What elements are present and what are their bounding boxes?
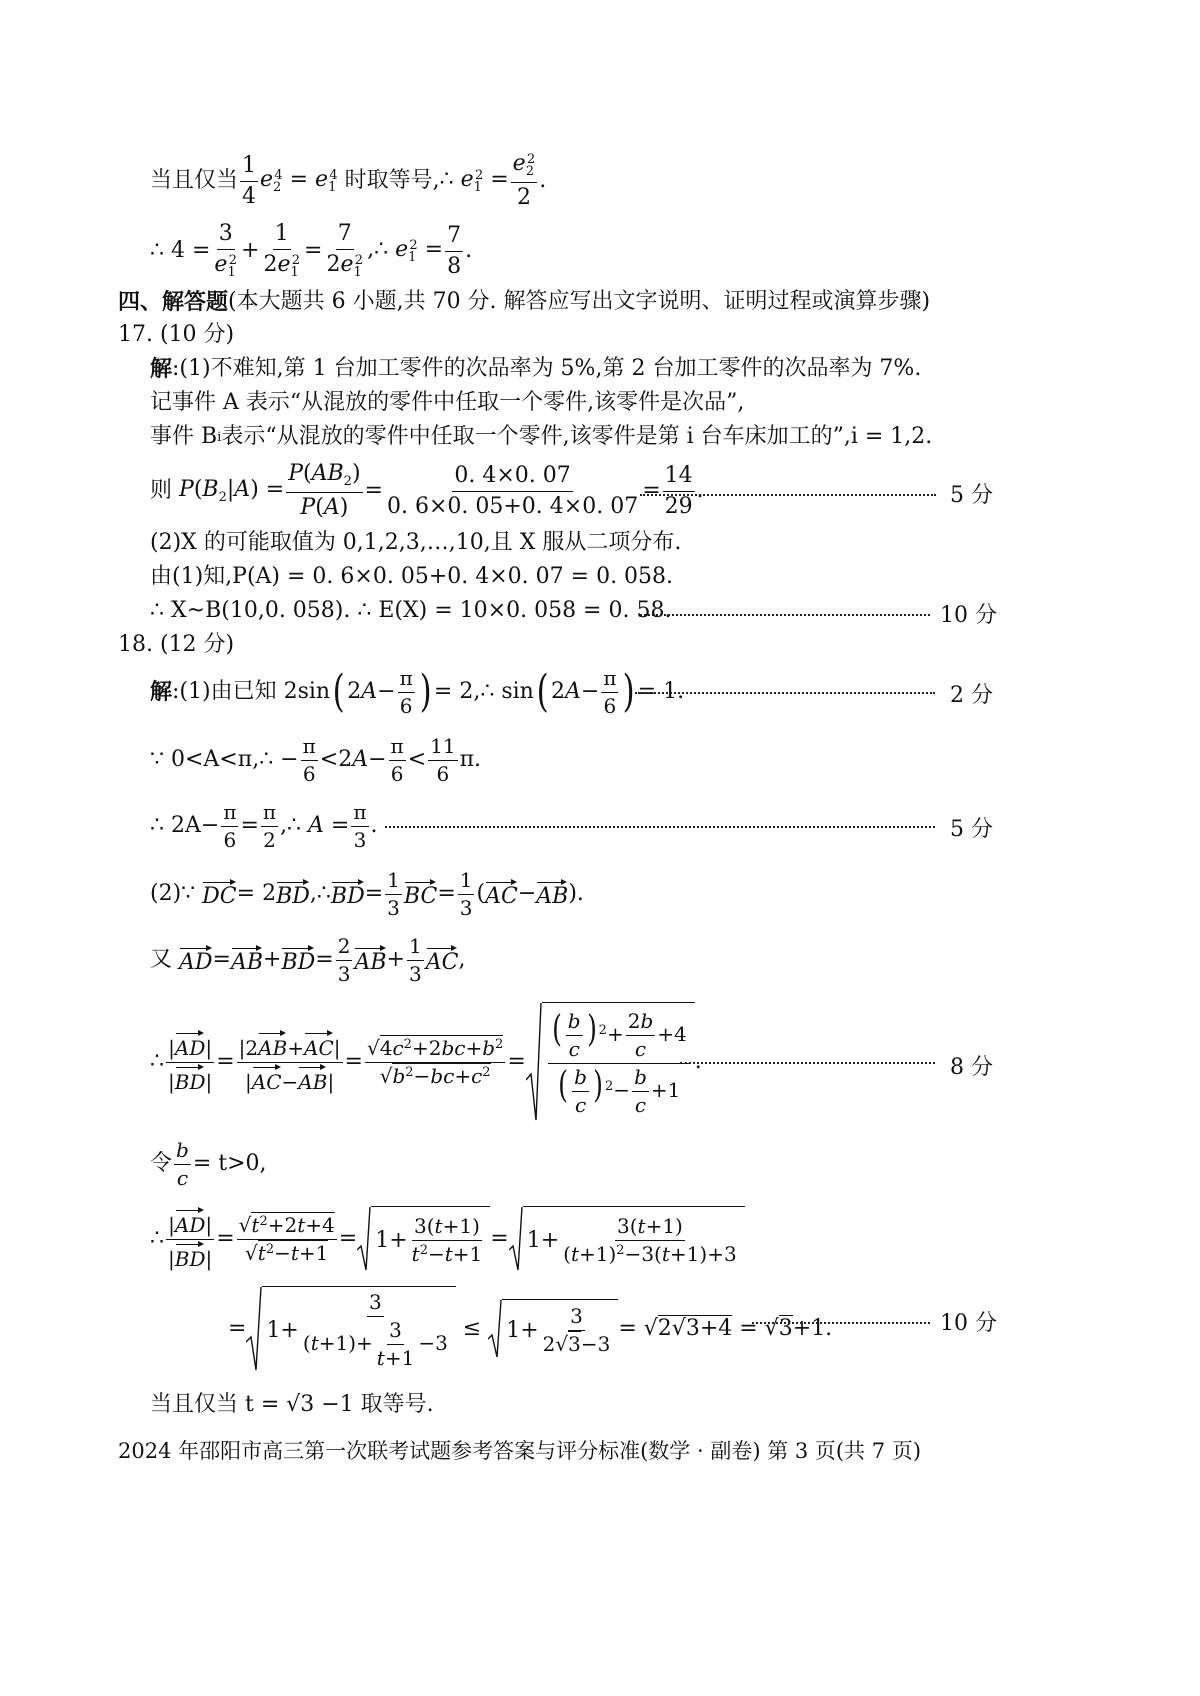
q18-text-3: ∴ 2A− <box>150 813 220 838</box>
footer-text: 2024 年邵阳市高三第一次联考试题参考答案与评分标准(数学 · 副卷) 第 3 页(共 7 页) <box>118 1438 922 1463</box>
frac-den: 4 <box>242 183 257 209</box>
q18-line-8: ∴ $\frac{|AD|}{|BD|}$ = $\frac{√t^2+2t+4}{√t^2-t+1}$ = 1+ $\frac{3(t+1)}{t^2-t+1}$ = 1+ $\frac{3(t+1)}{(t+1)^2-3(t+1)+3}$ <box>150 1204 745 1274</box>
score-label: 10 分 <box>940 603 997 628</box>
q18-text-1c: = 1. <box>637 679 685 704</box>
text-dangqie: 当且仅当 <box>150 168 239 193</box>
q17-ze: 则 <box>150 478 173 503</box>
frac-num: 0. 4×0. 07 <box>452 463 572 491</box>
solve-label: 解 <box>150 679 173 705</box>
section-title: 四、解答题 <box>118 289 229 315</box>
score-leader <box>385 826 935 828</box>
q18-last-line <box>150 1392 434 1418</box>
q18-text-7b: = t>0, <box>192 1151 267 1176</box>
q18-text-2: ∵ 0<A<π,∴ − <box>150 747 299 772</box>
sqrt-symbol: 1+ 3 (t+1)+ $\frac{3}{t+1}$ −3 <box>246 1286 455 1372</box>
q18-line-5: 又 AD = AB + BD = $\frac{2}{3}$ AB + $\frac{1}{3}$ AC , <box>150 933 466 986</box>
score-label: 8 分 <box>950 1055 993 1080</box>
text-qudenghao: 时取等号, <box>344 168 440 193</box>
score-leader <box>680 1062 935 1064</box>
q18-line-4: (2)∵ DC = 2 BD ,∴ BD = $\frac{1}{3}$ BC = $\frac{1}{3}$ ( AC − AB ). <box>150 867 584 920</box>
q17-line-3 <box>150 424 932 450</box>
q18-text-5: 又 <box>150 947 173 972</box>
q17-text-1: :(1)不难知,第 1 台加工零件的次品率为 5%,第 2 台加工零件的次品率为 7%. <box>172 356 922 381</box>
q18-text-1a: :(1)由已知 2sin <box>172 679 331 704</box>
q17-text-3b: 表示“从混放的零件中任取一个零件,该零件是第 i 台车床加工的”,i = 1,2. <box>221 424 933 449</box>
sqrt-symbol: 1+ $\frac{3(t+1)}{(t+1)^2-3(t+1)+3}$ <box>509 1206 745 1272</box>
score-leader <box>640 614 930 616</box>
q17-text-7: ∴ X~B(10,0. 058). ∴ E(X) = 10×0. 058 = 0. 58. <box>150 598 672 623</box>
q17-text-6: 由(1)知,P(A) = 0. 6×0. 05+0. 4×0. 07 = 0. 058. <box>150 564 674 589</box>
q17-text-5: (2)X 的可能取值为 0,1,2,3,…,10,且 X 服从二项分布. <box>150 530 682 555</box>
frac-den: 0. 6×0. 05+0. 4×0. 07 <box>386 493 639 519</box>
score-label: 2 分 <box>950 683 993 708</box>
sqrt-symbol: 1+ $\frac{3}{2√3-3}$ <box>488 1299 618 1359</box>
intro-line-1: 当且仅当 $\frac{1}{4}$ $e_2^4 = e_1^4$ 时取等号, ∴ $e_1^2$ = $\frac{e_2^2}{2}$ . <box>150 151 547 211</box>
score-leader <box>752 1322 930 1324</box>
solve-label: 解 <box>150 356 173 382</box>
q17-text-2: 记事件 A 表示“从混放的零件中任取一个零件,该零件是次品”, <box>150 390 745 415</box>
score-leader <box>640 494 936 496</box>
q18-text-1b: = 2,∴ sin <box>433 679 534 704</box>
q18-line-9: = 1+ 3 (t+1)+ $\frac{3}{t+1}$ −3 ≤ 1+ $\frac{3}{2√3-3}$ = √2√3+4 = √3+1. <box>228 1284 832 1374</box>
frac-num: 14 <box>663 463 695 491</box>
score-leader <box>635 692 935 694</box>
page-footer <box>118 1438 921 1464</box>
score-label: 5 分 <box>950 483 993 508</box>
q18-line-2: ∵ 0<A<π,∴ − $\frac{\pi}{6}$ <2A− $\frac{\pi}{6}$ < $\frac{11}{6}$ π. <box>150 733 482 786</box>
fraction-quarter <box>240 153 258 209</box>
q17-title: 17. (10 分) <box>118 322 235 347</box>
q18-title: 18. (12 分) <box>118 632 235 657</box>
q17-sub-i: i <box>217 429 222 445</box>
q18-text-4: (2)∵ <box>150 881 196 906</box>
frac-num: 1 <box>240 153 258 181</box>
section-4-header <box>118 289 930 315</box>
q18-line-6: ∴ $\frac{|AD|}{|BD|}$ = $\frac{|2AB+AC|}{|AC-AB|}$ = $\frac{√4c^2+2bc+b^2}{√b^2-bc+c^2}$ = ( $\frac{b}{c}$ ) $^2$+ $\frac{2b}{c}$ +4 ( $\frac{b}{c}$ ) $^2$− $\frac{b}{c}$ +1 . <box>150 1000 702 1124</box>
q17-line-5 <box>150 530 681 556</box>
q17-text-3a: 事件 B <box>150 424 218 449</box>
score-label: 10 分 <box>940 1311 997 1336</box>
q18-text-7a: 令 <box>150 1151 173 1176</box>
q17-line-4: 则 $P(B_2|A)$ = $\frac{P(AB_2)}{P(A)}$ = $\frac{0. 4\times 0. 07}{0. 6\times 0. 05+0. 4\times 0. 07}$ = $\frac{14}{29}$ . <box>150 461 704 521</box>
q17-line-6 <box>150 564 673 590</box>
fraction-e2sq-over-2: $\frac{e_2^2}{2}$ <box>512 151 536 211</box>
q17-line-2 <box>150 390 744 416</box>
q18-line-3: ∴ 2A− $\frac{\pi}{6}$ = $\frac{\pi}{2}$ ,∴ A = $\frac{\pi}{3}$ . <box>150 799 378 852</box>
sqrt-symbol: 1+ $\frac{3(t+1)}{t^2-t+1}$ <box>357 1206 490 1272</box>
q18-line-7: 令 $\frac{b}{c}$ = t>0, <box>150 1137 267 1190</box>
q17-line-7 <box>150 598 671 624</box>
q17-header <box>118 322 234 348</box>
intro-line-2: ∴ 4 = $\frac{3}{e_1^2}$ + $\frac{1}{2e_1^2}$ = $\frac{7}{2e_1^2}$ ,∴ $e_1^2$ = $\frac{7}{8}$ . <box>150 221 473 280</box>
q18-line-1: 解 :(1)由已知 2sin ( 2A− $\frac{\pi}{6}$ ) = 2,∴ sin ( 2A− $\frac{\pi}{6}$ ) = 1. <box>150 665 685 718</box>
q18-header <box>118 632 234 658</box>
section-desc: (本大题共 6 小题,共 70 分. 解答应写出文字说明、证明过程或演算步骤) <box>228 289 931 314</box>
score-label: 5 分 <box>950 817 993 842</box>
sqrt-symbol: ( $\frac{b}{c}$ ) $^2$+ $\frac{2b}{c}$ +4 ( $\frac{b}{c}$ ) $^2$− $\frac{b}{c}$ +1 <box>526 1002 695 1122</box>
q18-text-last: 当且仅当 t = √3 −1 取等号. <box>150 1392 434 1417</box>
q17-line-1 <box>150 356 921 382</box>
frac-den: 29 <box>664 493 693 519</box>
